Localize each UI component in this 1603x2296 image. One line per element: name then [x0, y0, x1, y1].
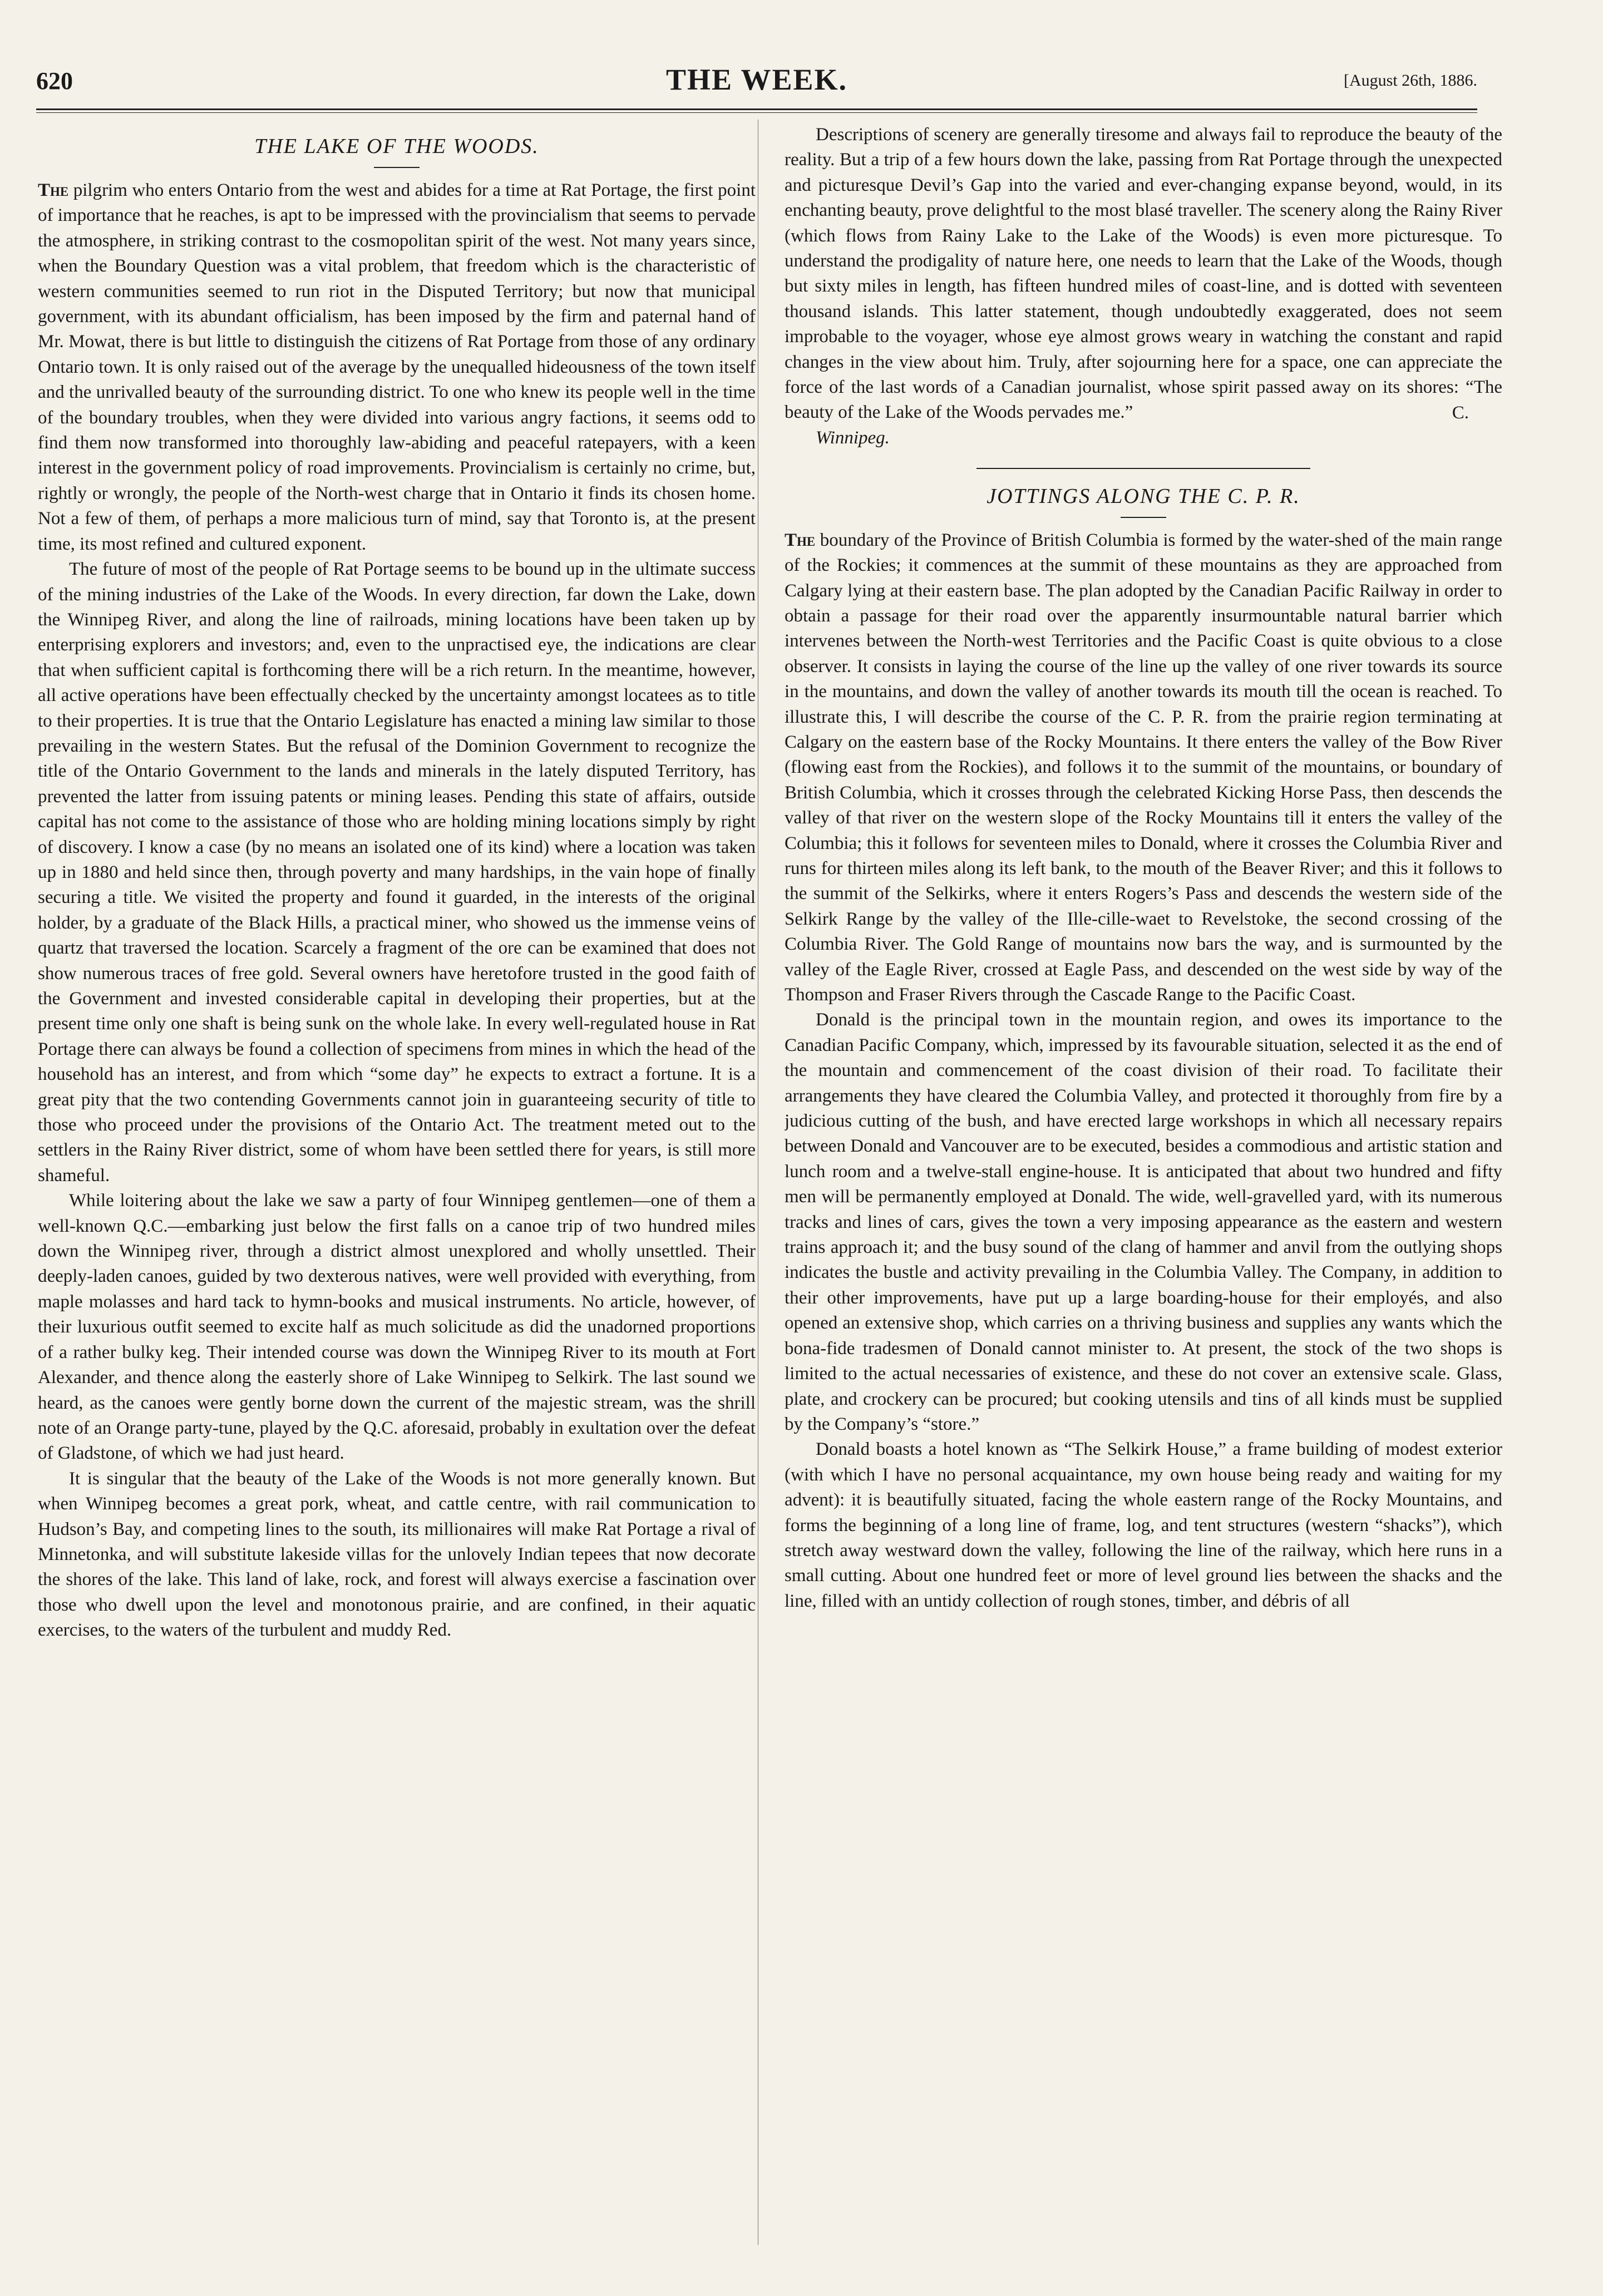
article-paragraph: While loitering about the lake we saw a party of four Winnipeg gentlemen—one of them a well-known Q.C.—embarking just below the first falls on a canoe trip of two hundred miles down the Winnipeg river, through a district almost unexplored and wholly unsettled. Their deeply-laden canoes, guided by two dexterous natives, were well provided with everything, from maple molasses and hard tack to hymn-books and musical instruments. No article, however, of their luxurious outfit seemed to excite half as much solicitude as did the unadorned proportions of a rather bulky keg. Their intended course was down the Winnipeg River to its mouth at Fort Alexander, and thence along the easterly shore of Lake Winnipeg to Selkirk. The last sound we heard, as the canoes were gently borne down the current of the majestic stream, was the shrill note of an Orange party-tune, played by the Q.C. aforesaid, probably in exultation over the defeat of Gladstone, of which we had just heard. [38, 1191, 756, 1464]
masthead: THE WEEK. [665, 63, 848, 96]
header-rule [36, 108, 1477, 110]
article-title-jottings: JOTTINGS ALONG THE C. P. R. [987, 484, 1300, 508]
article-separator [976, 468, 1310, 469]
article-paragraph: Descriptions of scenery are generally tiresome and always fail to reproduce the beauty of the reality. But a trip of a few hours down the lake, passing from Rat Portage through the unexpected and picturesque Devil’s Gap into the varied and ever-changing expanse beyond, would, in its enchanting beauty, prove delightful to the most blasé traveller. The scenery along the Rainy River (which flows from Rainy Lake to the Lake of the Woods) is even more picturesque. To understand the prodigality of nature here, one needs to learn that the Lake of the Woods, though but sixty miles in length, has fifteen hundred miles of coast-line, and is dotted with seventeen thousand islands. This latter statement, though undoubtedly exaggerated, does not seem improbable to the voyager, whose eye almost grows weary in watching the constant and rapid changes in the view about him. Truly, after sojourning here for a space, one can appreciate the force of the last words of a Canadian journalist, whose spirit passed away on its shores: “The beauty of the Lake of the Woods pervades me.” [785, 125, 1502, 423]
page-number: 620 [36, 67, 73, 95]
title-rule [1121, 517, 1166, 518]
lead-word: The [38, 180, 69, 200]
header-rule-thin [36, 112, 1477, 113]
title-rule [374, 167, 420, 168]
left-column [38, 122, 756, 2281]
article-paragraph: The future of most of the people of Rat Portage seems to be bound up in the ultimate success of the mining industries of the Lake of the Woods. In every direction, far down the Lake, down the Winnipeg River, and along the line of railroads, mining locations have been taken up by enterprising explorers and investors; and, even to the unpractised eye, the indications are clear that when sufficient capital is forthcoming there will be a rich return. In the meantime, however, all active operations have been effectually checked by the uncertainty amongst locatees as to title to their properties. It is true that the Ontario Legislature has enacted a mining law similar to those prevailing in the western States. But the refusal of the Dominion Government to recognize the title of the Ontario Government to the lands and minerals in the lately disputed Territory, has prevented the latter from issuing patents or mining leases. Pending this state of affairs, outside capital has not come to the assistance of those who are holding mining locations simply by right of discovery. I know a case (by no means an isolated one of its kind) where a location was taken up in 1880 and held since then, through poverty and many hardships, in the vain hope of finally securing a title. We visited the property and found it guarded, in the interests of the original holder, by a graduate of the Black Hills, a practical miner, who showed us the immense veins of quartz that traversed the location. Scarcely a fragment of the ore can be examined that does not show numerous traces of free gold. Several owners have heretofore trusted in the good faith of the Government and invested considerable capital in developing their properties, but at the present time only one shaft is being sunk on the whole lake. In every well-regulated house in Rat Portage there can always be found a collection of specimens from mines in which the head of the household has an interest, and from which “some day” he expects to extract a fortune. It is a great pity that the two contending Governments cannot join in guaranteeing security of title to those who proceed under the provisions of the Ontario Act. The treatment meted out to the settlers in the Rainy River district, some of whom have been settled there for years, is still more shameful. [38, 559, 756, 1186]
running-head [36, 63, 1477, 106]
article-title-lake-of-the-woods: THE LAKE OF THE WOODS. [254, 135, 539, 158]
article-paragraph: Donald boasts a hotel known as “The Selkirk House,” a frame building of modest exterior (with which I have no personal acquaintance, my own house being ready and waiting for my advent): it is beautifully situated, facing the whole eastern range of the Rocky Mountains, and forms the beginning of a long line of frame, log, and tent structures (western “shacks”), which stretch away westward down the valley, following the line of the railway, which here runs in a small cutting. About one hundred feet or more of level ground lies between the shacks and the line, filled with an untidy collection of rough stones, timber, and débris of all [785, 1439, 1502, 1611]
lead-word: The [785, 530, 816, 550]
dateline-place: Winnipeg. [816, 428, 890, 448]
author-initial: C. [1452, 402, 1469, 423]
issue-date: [August 26th, 1886. [1344, 71, 1477, 90]
article-paragraph [785, 528, 1502, 1008]
paragraph-text: pilgrim who enters Ontario from the west and abides for a time at Rat Portage, the first point of importance that he reaches, is apt to be impressed with the provincialism that seems to pervade the atmosphere, in striking contrast to the cosmopolitan spirit of the west. Not many years since, when the Boundary Question was a vital problem, that freedom which is the characteristic of western communities seemed to run riot in the Disputed Territory; but now that municipal government, with its abundant officialism, has been imposed by the firm and paternal hand of Mr. Mowat, there is but little to distinguish the citizens of Rat Portage from those of any ordinary Ontario town. It is only raised out of the average by the unequalled hideousness of the town itself and the unrivalled beauty of the surrounding district. To one who knew its people well in the time of the boundary troubles, when they were divided into various angry factions, it seems odd to find them now transformed into thoroughly law-abiding and peaceful ratepayers, with a keen interest in the government policy of road improvements. Provincialism is certainly no crime, but, rightly or wrongly, the people of the North-west charge that in Ontario it finds its chosen home. Not a few of them, of perhaps a more malicious turn of mind, say that Toronto is, at the present time, its most refined and cultured exponent. [38, 180, 756, 554]
paragraph-text: boundary of the Province of British Columbia is formed by the water-shed of the main range of the Rockies; it commences at the summit of these mountains as they are approached from Calgary lying at their eastern base. The plan adopted by the Canadian Pacific Railway in order to obtain a passage for their road over the apparently insurmountable natural barrier which intervenes between the North-west Territories and the Pacific Coast is quite obvious to a close observer. It consists in laying the course of the line up the valley of one river towards its source in the mountains, and down the valley of another towards its mouth till the ocean is reached. To illustrate this, I will describe the course of the C. P. R. from the prairie region terminating at Calgary on the eastern base of the Rocky Mountains. It there enters the valley of the Bow River (flowing east from the Rockies), and follows it to the summit of the mountains, or boundary of British Columbia, which it crosses through the celebrated Kicking Horse Pass, then descends the valley of that river on the western slope of the Rocky Mountains till it enters the valley of the Columbia; this it follows for seventeen miles to Donald, where it crosses the Columbia River and runs for thirteen miles along its left bank, to the mouth of the Beaver River; and this it follows to the summit of the Selkirks, where it enters Rogers’s Pass and descends the western side of the Selkirk Range by the valley of the Ille-cille-waet to Revelstoke, the second crossing of the Columbia River. The Gold Range of mountains now bars the way, and is surmounted by the valley of the Eagle River, crossed at Eagle Pass, and descended on the west side by way of the Thompson and Fraser Rivers through the Cascade Range to the Pacific Coast. [785, 530, 1502, 1005]
right-column [785, 122, 1502, 2281]
article-paragraph: Donald is the principal town in the mountain region, and owes its importance to the Canadian Pacific Company, which, impressed by its favourable situation, selected it as the end of the mountain and commencement of the coast division of their road. To facilitate their arrangements they have cleared the Columbia Valley, and protected it thoroughly from fire by a judicious cutting of the bush, and have erected large workshops in which all necessary repairs between Donald and Vancouver are to be executed, besides a commodious and artistic station and lunch room and a twelve-stall engine-house. It is anticipated that about two hundred and fifty men will be permanently employed at Donald. The wide, well-gravelled yard, with its numerous tracks and lines of cars, gives the town a very imposing appearance as the eastern and western trains approach it; and the busy sound of the clang of hammer and anvil from the outlying shops indicates the bustle and activity prevailing in the Columbia Valley. The Company, in addition to their other improvements, have put up a large boarding-house for their employés, and also opened an extensive shop, which carries on a thriving business and supplies any wants which the bona-fide tradesmen of Donald cannot minister to. At present, the stock of the two shops is limited to the actual necessaries of existence, and these do not cover an extensive scale. Glass, plate, and crockery can be procured; but cooking utensils and tins of all kinds must be supplied by the Company’s “store.” [785, 1010, 1502, 1434]
article-paragraph [38, 178, 756, 557]
article-paragraph: It is singular that the beauty of the Lake of the Woods is not more generally known. But when Winnipeg becomes a great pork, wheat, and cattle centre, with rail communication to Hudson’s Bay, and competing lines to the south, its millionaires will make Rat Portage a rival of Minnetonka, and will substitute lakeside villas for the unlovely Indian tepees that now decorate the shores of the lake. This land of lake, rock, and forest will always exercise a fascination over those who dwell upon the level and monotonous prairie, and are confined, in their aquatic exercises, to the waters of the turbulent and muddy Red. [38, 1468, 756, 1641]
